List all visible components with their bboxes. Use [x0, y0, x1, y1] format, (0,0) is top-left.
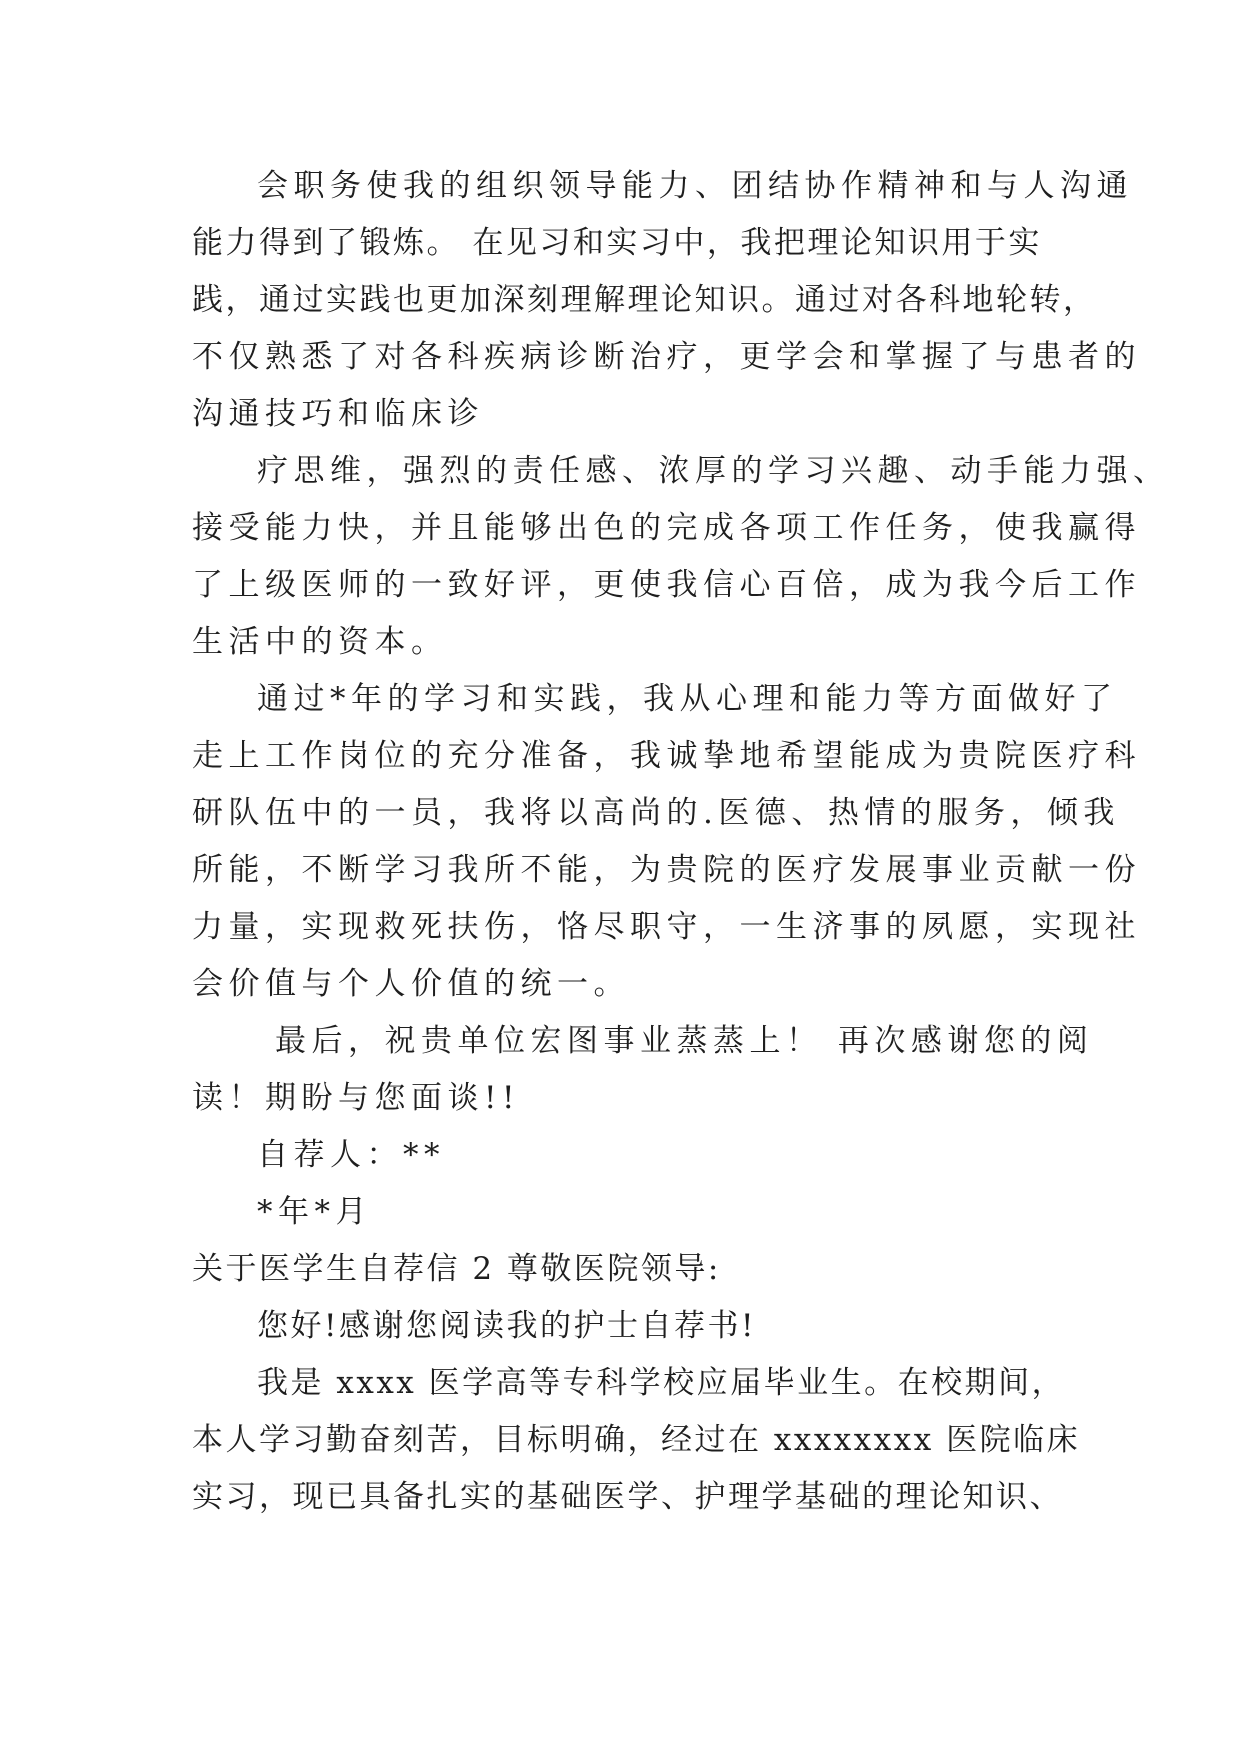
text-line-17: 读！期盼与您面谈!! [192, 1080, 520, 1116]
text-line-7: 接受能力快，并且能够出色的完成各项工作任务，使我赢得 [192, 510, 1141, 546]
date-line: *年*月 [257, 1194, 372, 1230]
text-line-22: 我是 xxxx 医学高等专科学校应届毕业生。在校期间， [257, 1365, 1066, 1401]
greeting-line: 您好!感谢您阅读我的护士自荐书! [257, 1308, 756, 1344]
text-line-14: 力量，实现救死扶伤，恪尽职守，一生济事的夙愿，实现社 [192, 909, 1141, 945]
text-line-16: 最后，祝贵单位宏图事业蒸蒸上！ 再次感谢您的阅 [275, 1023, 1094, 1059]
text-line-15: 会价值与个人价值的统一。 [192, 966, 630, 1002]
text-line-23: 本人学习勤奋刻苦，目标明确，经过在 xxxxxxxx 医院临床 [192, 1422, 1081, 1458]
letter-title-line: 关于医学生自荐信 2 尊敬医院领导: [192, 1251, 721, 1287]
signature-line: 自荐人：** [257, 1137, 445, 1173]
text-line-11: 走上工作岗位的充分准备，我诚挚地希望能成为贵院医疗科 [192, 738, 1141, 774]
text-line-9: 生活中的资本。 [192, 624, 448, 660]
text-line-24: 实习，现已具备扎实的基础医学、护理学基础的理论知识、 [192, 1479, 1063, 1515]
text-line-8: 了上级医师的一致好评，更使我信心百倍，成为我今后工作 [192, 567, 1141, 603]
text-line-12: 研队伍中的一员，我将以高尚的.医德、热情的服务，倾我 [192, 795, 1120, 831]
text-line-1: 会职务使我的组织领导能力、团结协作精神和与人沟通 [257, 168, 1133, 204]
text-line-2: 能力得到了锻炼。 在见习和实习中，我把理论知识用于实 [192, 225, 1042, 261]
text-line-4: 不仅熟悉了对各科疾病诊断治疗，更学会和掌握了与患者的 [192, 339, 1141, 375]
text-line-10: 通过*年的学习和实践，我从心理和能力等方面做好了 [257, 681, 1118, 717]
text-line-5: 沟通技巧和临床诊 [192, 396, 484, 432]
text-line-3: 践，通过实践也更加深刻理解理论知识。通过对各科地轮转， [192, 282, 1097, 318]
text-line-6: 疗思维，强烈的责任感、浓厚的学习兴趣、动手能力强、 [257, 453, 1170, 489]
text-line-13: 所能，不断学习我所不能，为贵院的医疗发展事业贡献一份 [192, 852, 1141, 888]
